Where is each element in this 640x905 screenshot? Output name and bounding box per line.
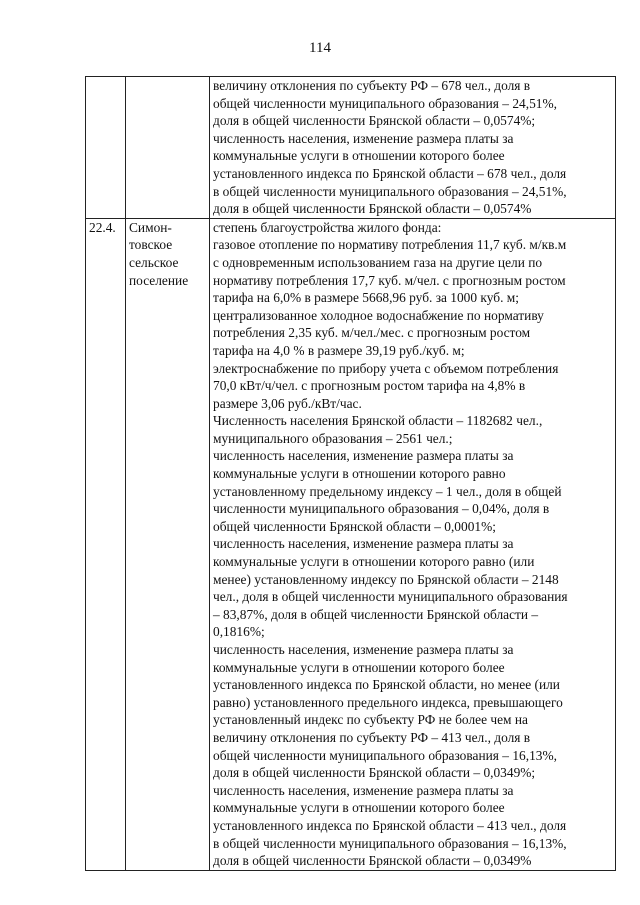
text-line: численность населения, изменение размера платы за (213, 782, 514, 798)
text-line: коммунальные услуги в отношении которого равно (213, 466, 506, 482)
text-line: доля в общей численности Брянской области – 0,0349%; (213, 765, 536, 781)
text-line: Численность населения Брянской области – 1182682 чел., (213, 413, 543, 429)
text-line: газовое отопление по нормативу потребления 11,7 куб. м/кв.м (213, 237, 567, 253)
text-line: установленный индекс по субъекту РФ не более чем на (213, 712, 528, 728)
text-line: Симон- (129, 219, 172, 235)
text-line: величину отклонения по субъекту РФ – 678 чел., доля в (213, 78, 531, 93)
row-number-cell (86, 77, 126, 219)
text-line: 70,0 кВт/ч/чел. с прогнозным ростом тарифа на 4,8% в (213, 378, 526, 394)
text-line: товское (129, 237, 173, 253)
text-line: численность населения, изменение размера платы за (213, 448, 514, 464)
text-line: чел., доля в общей численности муниципального образования (213, 589, 568, 605)
text-line: коммунальные услуги в отношении которого более (213, 148, 505, 164)
text-line: поселение (129, 272, 189, 288)
text-line: установленного индекса по Брянской области, но менее (или (213, 677, 560, 693)
text-line: установленному предельному индексу – 1 чел., доля в общей (213, 483, 562, 499)
text-line: сельское (129, 254, 179, 270)
text-line: в общей численности муниципального образования – 16,13%, (213, 835, 567, 851)
text-line: тарифа на 6,0% в размере 5668,96 руб. за 1000 куб. м; (213, 290, 519, 306)
text-line: централизованное холодное водоснабжение по нормативу (213, 307, 544, 323)
settlement-name-cell (126, 218, 210, 870)
page-number: 114 (309, 40, 331, 56)
text-line: потребления 2,35 куб. м/чел./мес. с прогнозным ростом (213, 325, 531, 341)
text-line: коммунальные услуги в отношении которого равно (или (213, 554, 535, 570)
text-line: численность населения, изменение размера платы за (213, 642, 514, 657)
text-line: в общей численности муниципального образования – 24,51%, (213, 183, 567, 199)
text-line: менее) установленному индексу по Брянской области – 2148 (213, 571, 559, 587)
text-line: коммунальные услуги в отношении которого более (213, 659, 505, 675)
table-row (86, 218, 616, 870)
text-line: степень благоустройства жилого фонда: (213, 219, 442, 235)
text-line: коммунальные услуги в отношении которого более (213, 800, 505, 816)
text-line: установленного индекса по Брянской области – 678 чел., доля (213, 165, 567, 181)
text-line: численности муниципального образования – 0,04%, доля в (213, 501, 550, 517)
text-line: численность населения, изменение размера платы за (213, 130, 514, 146)
text-line: электроснабжение по прибору учета с объемом потребления (213, 360, 559, 376)
settlement-name-cell (126, 77, 210, 219)
text-line: общей численности муниципального образования – 24,51%, (213, 95, 557, 111)
description-cell (210, 218, 616, 870)
document-table (85, 76, 616, 871)
text-line: величину отклонения по субъекту РФ – 413 чел., доля в (213, 729, 531, 745)
text-line: муниципального образования – 2561 чел.; (213, 430, 453, 446)
text-line: размере 3,06 руб./кВт/час. (213, 395, 362, 411)
text-line: равно) установленного предельного индекса, превышающего (213, 694, 563, 710)
text-line: с одновременным использованием газа на другие цели по (213, 254, 543, 270)
description-cell (210, 77, 616, 219)
text-line: общей численности Брянской области – 0,0001%; (213, 518, 496, 534)
row-number-cell: 22.4. (86, 218, 126, 870)
text-line: нормативу потребления 17,7 куб. м/чел. с прогнозным ростом (213, 272, 566, 288)
text-line: общей численности муниципального образования – 16,13%, (213, 747, 557, 763)
text-line: численность населения, изменение размера платы за (213, 536, 514, 552)
text-line: – 83,87%, доля в общей численности Брянской области – (213, 606, 539, 622)
text-line: установленного индекса по Брянской области – 413 чел., доля (213, 817, 567, 833)
text-line: доля в общей численности Брянской области – 0,0574%; (213, 113, 536, 129)
text-line: доля в общей численности Брянской области – 0,0574% (213, 201, 532, 217)
table-row (86, 77, 616, 219)
text-line: 0,1816%; (213, 624, 265, 640)
text-line: тарифа на 4,0 % в размере 39,19 руб./куб. м; (213, 342, 465, 358)
text-line: доля в общей численности Брянской области – 0,0349% (213, 853, 532, 869)
